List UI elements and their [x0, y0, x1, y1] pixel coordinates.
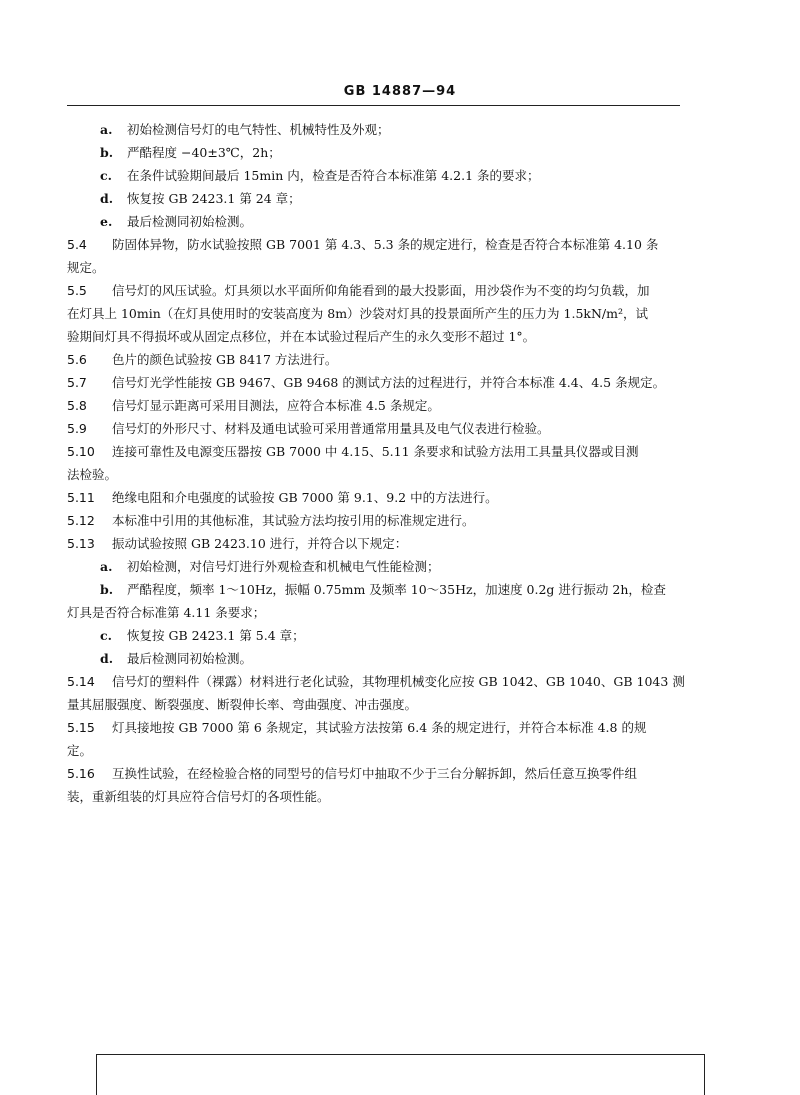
clause-text: 信号灯的塑料件（裸露）材料进行老化试验，其物理机械变化应按 GB 1042、GB 1040、GB 1043 测	[112, 674, 685, 689]
item-text: 恢复按 GB 2423.1 第 24 章；	[127, 191, 301, 206]
item-label: d.	[100, 191, 114, 206]
clause-5-15	[67, 716, 681, 739]
clause-number: 5.10	[67, 444, 95, 459]
item-label: b.	[100, 145, 114, 160]
clause-text: 互换性试验，在经检验合格的同型号的信号灯中抽取不少于三台分解拆卸，然后任意互换零件组	[112, 766, 638, 781]
item-text: 严酷程度 −40±3℃，2h；	[127, 145, 281, 160]
list-item	[67, 187, 681, 210]
clause-text: 连接可靠性及电源变压器按 GB 7000 中 4.15、5.11 条要求和试验方法用工具量具仪器或目测	[112, 444, 639, 459]
clause-5-5	[67, 279, 681, 302]
clause-5-4	[67, 233, 681, 256]
clause-5-6	[67, 348, 681, 371]
item-text: 严酷程度，频率 1～10Hz，振幅 0.75mm 及频率 10～35Hz，加速度 0.2g 进行振动 2h，检查	[127, 582, 666, 597]
header-rule	[67, 105, 680, 106]
clause-number: 5.11	[67, 490, 95, 505]
clause-text: 信号灯显示距离可采用目测法，应符合本标准 4.5 条规定。	[112, 398, 440, 413]
clause-5-9	[67, 417, 681, 440]
item-label: c.	[100, 628, 112, 643]
clause-number: 5.15	[67, 720, 95, 735]
item-text: 初始检测信号灯的电气特性、机械特性及外观；	[127, 122, 390, 137]
item-label: a.	[100, 559, 113, 574]
clause-number: 5.6	[67, 352, 87, 367]
clause-number: 5.5	[67, 283, 87, 298]
clause-number: 5.8	[67, 398, 87, 413]
list-item	[67, 647, 681, 670]
document-code-header: GB 14887—94	[343, 84, 457, 99]
clause-text: 振动试验按照 GB 2423.10 进行，并符合以下规定：	[112, 536, 408, 551]
clause-text: 灯具接地按 GB 7000 第 6 条规定，其试验方法按第 6.4 条的规定进行，并符合本标准 4.8 的规	[112, 720, 647, 735]
clause-text: 信号灯的风压试验。灯具须以水平面所仰角能看到的最大投影面，用沙袋作为不变的均匀负载，加	[112, 283, 650, 298]
item-label: c.	[100, 168, 112, 183]
list-item-cont: 灯具是否符合标准第 4.11 条要求；	[67, 605, 266, 620]
item-label: e.	[100, 214, 113, 229]
clause-5-15-cont: 定。	[67, 743, 93, 758]
clause-5-12	[67, 509, 681, 532]
clause-number: 5.12	[67, 513, 95, 528]
list-item	[67, 624, 681, 647]
item-text: 在条件试验期间最后 15min 内，检查是否符合本标准第 4.2.1 条的要求；	[127, 168, 540, 183]
clause-text: 防固体异物，防水试验按照 GB 7001 第 4.3、5.3 条的规定进行，检查是否符合本标准第 4.10 条	[112, 237, 659, 252]
clause-5-5-cont: 验期间灯具不得损坏或从固定点移位，并在本试验过程后产生的永久变形不超过 1°。	[67, 329, 536, 344]
clause-number: 5.14	[67, 674, 95, 689]
clause-5-14-cont: 量其屈服强度、断裂强度、断裂伸长率、弯曲强度、冲击强度。	[67, 697, 418, 712]
clause-text: 本标准中引用的其他标准，其试验方法均按引用的标准规定进行。	[112, 513, 475, 528]
item-label: b.	[100, 582, 114, 597]
list-item	[67, 164, 681, 187]
clause-5-4-cont: 规定。	[67, 260, 105, 275]
clause-5-14	[67, 670, 685, 693]
document-body	[67, 118, 685, 808]
item-text: 最后检测同初始检测。	[127, 214, 253, 229]
clause-number: 5.7	[67, 375, 87, 390]
clause-number: 5.16	[67, 766, 95, 781]
clause-5-7	[67, 371, 681, 394]
item-label: d.	[100, 651, 114, 666]
clause-number: 5.9	[67, 421, 87, 436]
clause-5-13	[67, 532, 681, 555]
clause-5-16-cont: 装，重新组装的灯具应符合信号灯的各项性能。	[67, 789, 330, 804]
list-item	[67, 555, 681, 578]
clause-5-8	[67, 394, 681, 417]
footer-frame	[96, 1054, 705, 1095]
clause-number: 5.4	[67, 237, 87, 252]
clause-5-10-cont: 法检验。	[67, 467, 118, 482]
item-label: a.	[100, 122, 113, 137]
clause-5-11	[67, 486, 681, 509]
clause-5-16	[67, 762, 681, 785]
clause-text: 绝缘电阻和介电强度的试验按 GB 7000 第 9.1、9.2 中的方法进行。	[112, 490, 498, 505]
list-item	[67, 118, 681, 141]
clause-5-5-cont: 在灯具上 10min（在灯具使用时的安装高度为 8m）沙袋对灯具的投景面所产生的压力为 1.5kN/m²，试	[67, 306, 649, 321]
list-item	[67, 210, 681, 233]
clause-number: 5.13	[67, 536, 95, 551]
item-text: 初始检测，对信号灯进行外观检查和机械电气性能检测；	[127, 559, 440, 574]
clause-text: 色片的颜色试验按 GB 8417 方法进行。	[112, 352, 338, 367]
item-text: 恢复按 GB 2423.1 第 5.4 章；	[127, 628, 305, 643]
item-text: 最后检测同初始检测。	[127, 651, 253, 666]
list-item	[67, 578, 681, 601]
list-item	[67, 141, 681, 164]
clause-text: 信号灯光学性能按 GB 9467、GB 9468 的测试方法的过程进行，并符合本标准 4.4、4.5 条规定。	[112, 375, 666, 390]
clause-5-10	[67, 440, 681, 463]
clause-text: 信号灯的外形尺寸、材料及通电试验可采用普通常用量具及电气仪表进行检验。	[112, 421, 550, 436]
